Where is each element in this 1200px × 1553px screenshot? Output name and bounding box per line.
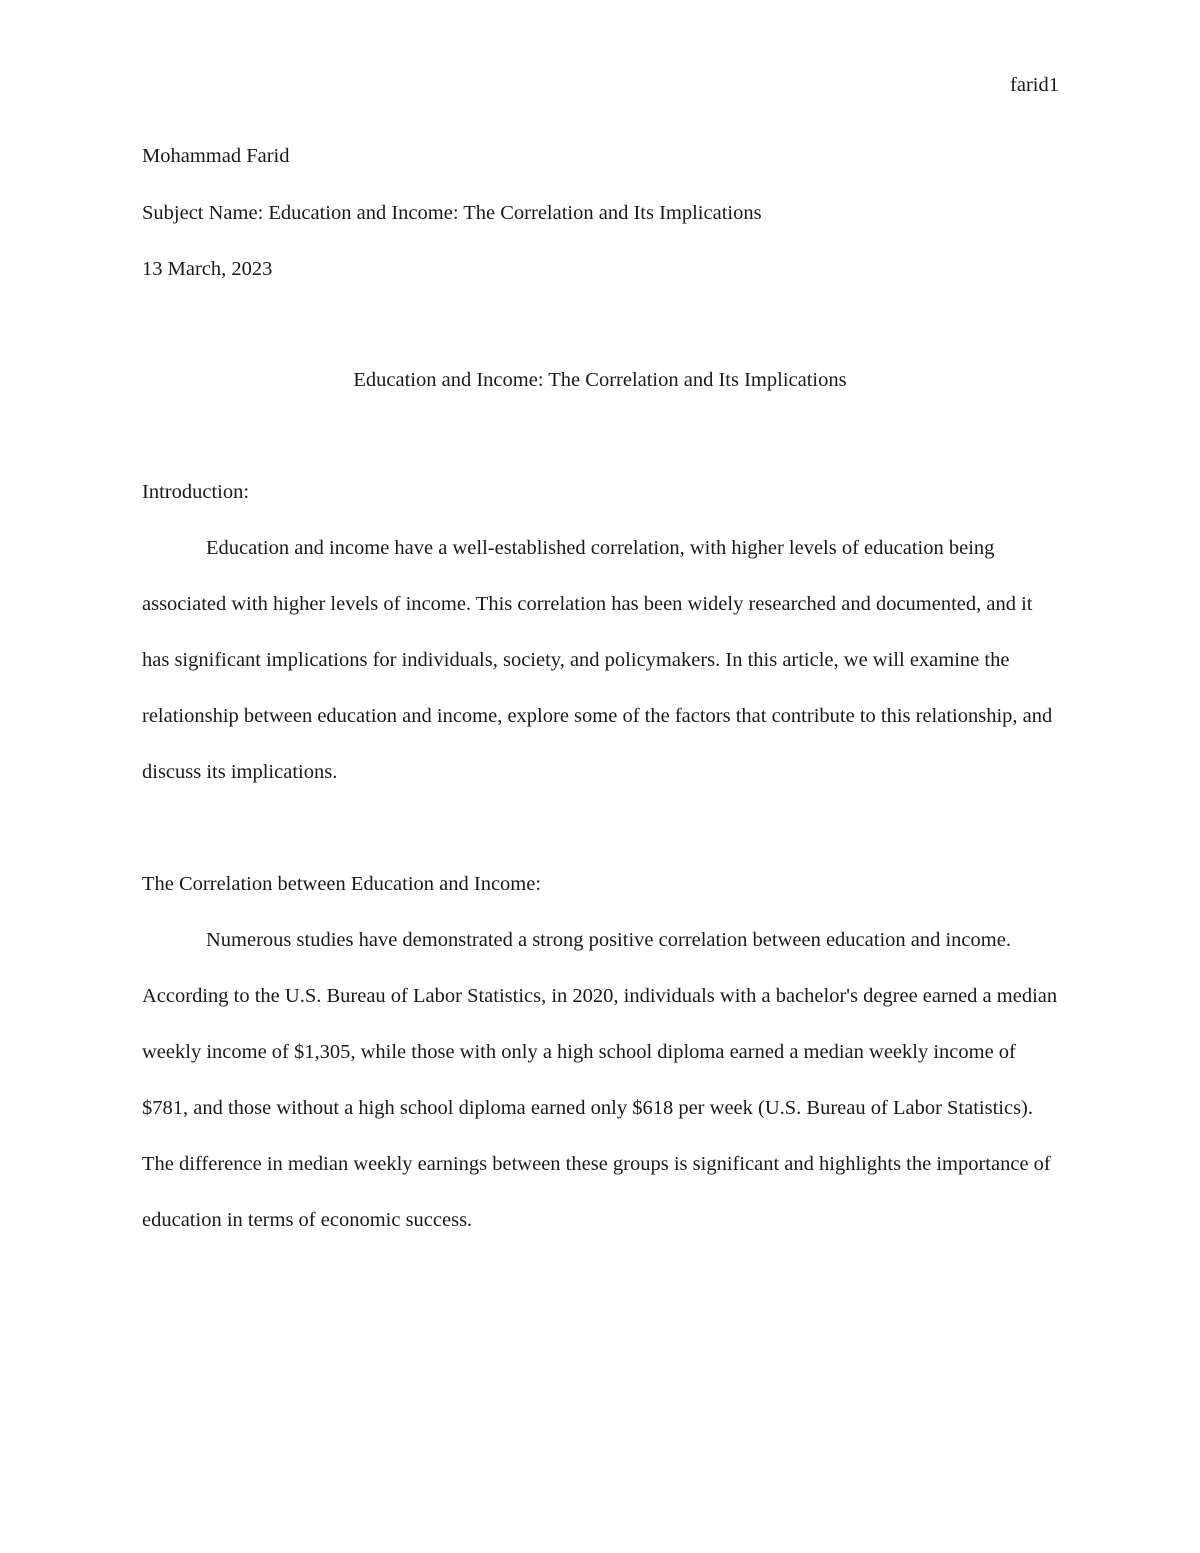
section-heading-correlation: The Correlation between Education and Income: [142, 873, 542, 895]
section-heading-introduction: Introduction: [142, 481, 250, 503]
subject-line: Subject Name: Education and Income: The Correlation and Its Implications [142, 202, 762, 224]
author-name: Mohammad Farid [142, 145, 290, 167]
document-date: 13 March, 2023 [142, 258, 273, 280]
paragraph-introduction: Education and income have a well-established correlation, with higher levels of education being associated with higher levels of income. This correlation has been widely researched and documented, and it has significant implications for individuals, society, and policymakers. In this article, we will examine the relationship between education and income, explore some of the factors that contribute to this relationship, and discuss its implications. [142, 537, 1053, 783]
running-head: farid1 [1010, 74, 1059, 96]
paragraph-correlation: Numerous studies have demonstrated a strong positive correlation between education and income. According to the U.S. Bureau of Labor Statistics, in 2020, individuals with a bachelor's degree earned a median weekly income of $1,305, while those with only a high school diploma earned a median weekly income of $781, and those without a high school diploma earned only $618 per week (U.S. Bureau of Labor Statistics). The difference in median weekly earnings between these groups is significant and highlights the importance of education in terms of economic success. [142, 929, 1058, 1231]
document-title: Education and Income: The Correlation and Its Implications [353, 369, 847, 391]
